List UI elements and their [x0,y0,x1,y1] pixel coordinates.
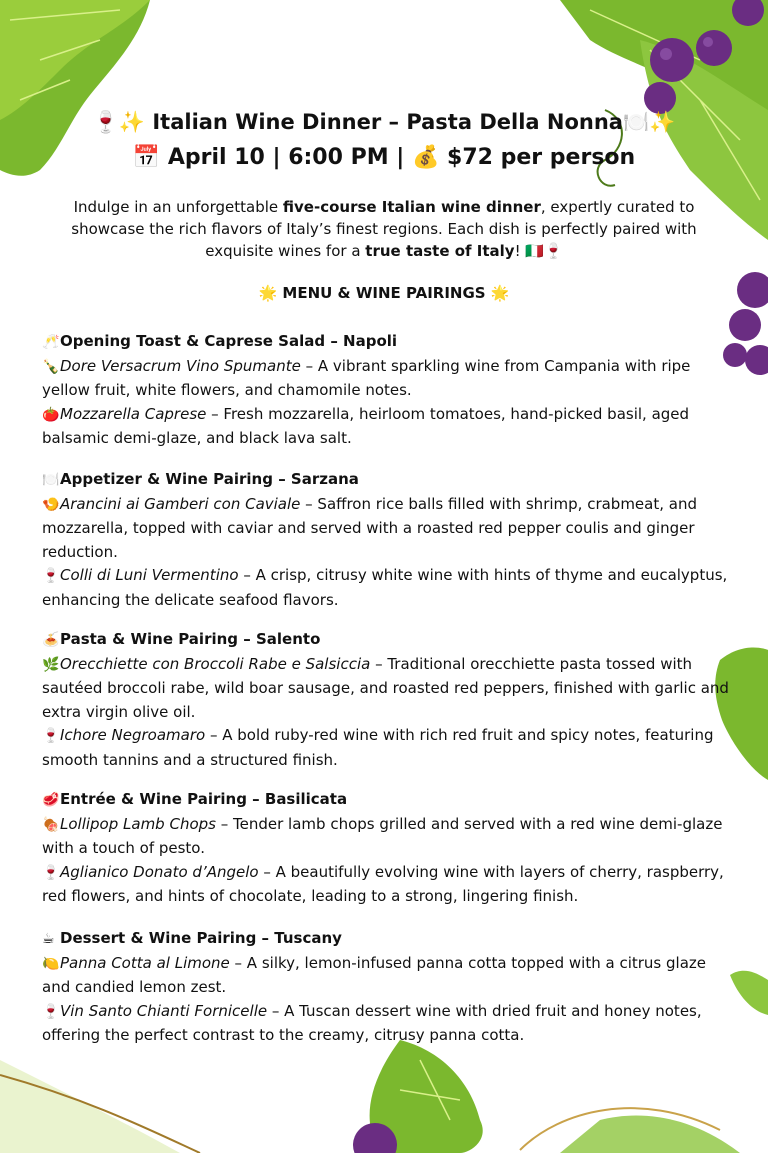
menu-heading-label: MENU & WINE PAIRINGS [282,284,486,302]
item-name: Dore Versacrum Vino Spumante [60,356,301,375]
wine-glass-icon: 🍷 [42,568,60,584]
course-title-text: Opening Toast & Caprese Salad – Napoli [60,332,398,350]
item-description: – A Tuscan dessert wine with dried fruit and honey notes, offering the perfect contrast to the creamy, citrusy panna cotta. [42,1001,702,1044]
event-date-time: April 10 | 6:00 PM | [167,145,405,170]
menu-item [42,813,732,861]
event-price: $72 per person [447,145,636,170]
intro-text-2: , expertly curated to showcase the rich flavors of Italy’s finest regions. Each dish is perfectly paired with exquisite wines for a [71,198,697,260]
wine-glass-icon: 🍷 [42,864,60,881]
item-name: Orecchiette con Broccoli Rabe e Salsiccia [60,654,371,673]
star-icon: 🌟 [258,284,278,302]
shrimp-icon: 🍤 [42,496,60,513]
item-name: Vin Santo Chianti Fornicelle [60,1001,268,1020]
course-title-text: Pasta & Wine Pairing – Salento [60,630,321,648]
item-description: – A bold ruby-red wine with rich red fruit and spicy notes, featuring smooth tannins and a structured finish. [42,726,714,769]
intro-paragraph [50,196,718,262]
item-name: Arancini ai Gamberi con Caviale [60,494,301,513]
item-name: Colli di Luni Vermentino [60,566,239,584]
toast-icon: 🥂 [42,334,60,350]
menu-item [42,355,732,403]
wine-sparkle-icon: 🍷✨ [92,110,146,134]
meat-bone-icon: 🍖 [42,816,60,833]
intro-bold-1: five-course Italian wine dinner [282,198,541,216]
course-title-text: Entrée & Wine Pairing – Basilicata [60,790,348,808]
pasta-icon: 🍝 [42,632,60,648]
course-section [42,468,732,612]
item-description: – A beautifully evolving wine with layers of cherry, raspberry, red flowers, and hints of chocolate, leading to a strong, lingering finish. [42,862,724,905]
item-description: – Tender lamb chops grilled and served with a red wine demi-glaze with a touch of pesto. [42,814,723,857]
event-date-price [0,144,768,172]
course-title-text: Dessert & Wine Pairing – Tuscany [60,929,342,947]
tomato-icon: 🍅 [42,406,60,423]
course-title-text: Appetizer & Wine Pairing – Sarzana [60,470,359,488]
menu-item [42,1000,732,1048]
menu-item [42,564,732,612]
sparkling-bottle-icon: 🍾 [42,358,60,375]
plate-sparkle-icon: 🍽️✨ [622,110,676,134]
menu-item [42,724,732,772]
wine-glass-icon: 🍷 [42,728,60,744]
event-title-text: Italian Wine Dinner – Pasta Della Nonna [152,110,623,134]
item-name: Mozzarella Caprese [60,404,207,423]
course-title [42,927,732,952]
steak-icon: 🥩 [42,792,60,808]
course-section [42,628,732,772]
item-description: – A crisp, citrusy white wine with hints of thyme and eucalyptus, enhancing the delicate seafood flavors. [42,566,728,609]
menu-item [42,653,732,725]
item-description: – Fresh mozzarella, heirloom tomatoes, hand-picked basil, aged balsamic demi-glaze, and black lava salt. [42,404,690,447]
plate-icon: 🍽️ [42,472,60,488]
intro-text-1: Indulge in an unforgettable [73,198,283,216]
menu-item [42,493,732,565]
menu-heading [0,284,768,302]
herb-icon: 🌿 [42,656,60,673]
course-title [42,468,732,493]
intro-text-3: ! 🇮🇹🍷 [514,242,563,260]
item-name: Aglianico Donato d’Angelo [60,862,259,881]
menu-item [42,403,732,451]
course-title [42,330,732,355]
course-section [42,330,732,451]
wine-glass-icon: 🍷 [42,1003,60,1020]
calendar-icon: 📅 [132,145,161,170]
intro-bold-2: true taste of Italy [365,242,515,260]
course-title [42,628,732,653]
item-name: Panna Cotta al Limone [60,953,230,972]
star-icon: 🌟 [490,284,510,302]
item-description: – Traditional orecchiette pasta tossed with sautéed broccoli rabe, wild boar sausage, and roasted red peppers, finished with garlic and extra virgin olive oil. [42,654,729,721]
item-name: Lollipop Lamb Chops [60,814,216,833]
item-description: – Saffron rice balls filled with shrimp, crabmeat, and mozzarella, topped with caviar and served with a roasted red pepper coulis and ginger reduction. [42,494,697,561]
item-description: – A vibrant sparkling wine from Campania with ripe yellow fruit, white flowers, and chamomile notes. [42,356,691,399]
course-section [42,927,732,1048]
event-title [0,108,768,136]
item-name: Ichore Negroamaro [60,726,206,744]
item-description: – A silky, lemon-infused panna cotta topped with a citrus glaze and candied lemon zest. [42,953,706,996]
lemon-icon: 🍋 [42,955,60,972]
money-bag-icon: 💰 [411,145,440,170]
course-section [42,788,732,909]
coffee-cup-icon: ☕ [42,931,55,947]
menu-item [42,861,732,909]
menu-item [42,952,732,1000]
course-title [42,788,732,813]
